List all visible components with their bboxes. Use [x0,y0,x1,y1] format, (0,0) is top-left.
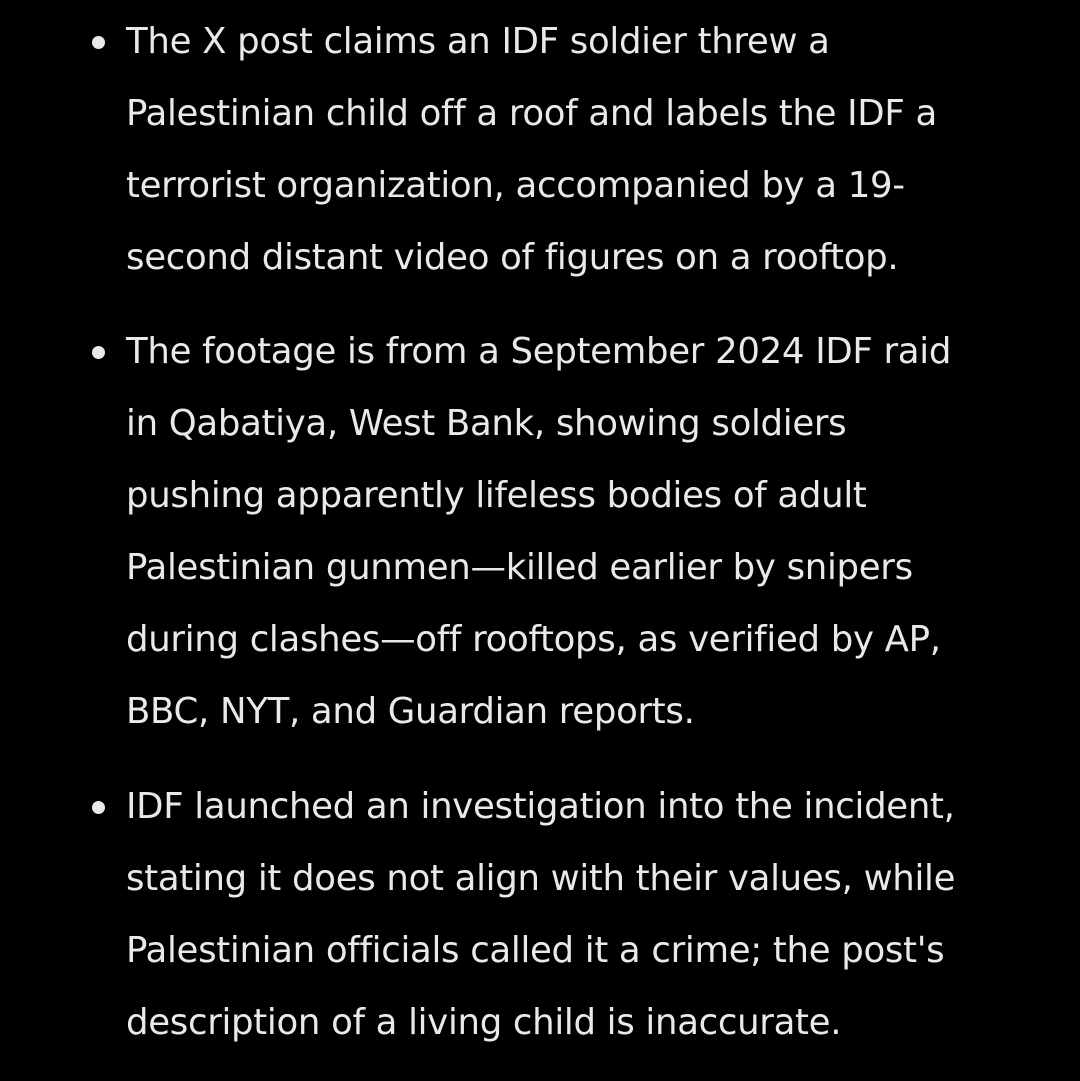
text-line: terrorist organization, accompanied by a 19- [126,165,905,206]
bullet-dot-icon [92,346,105,359]
text-line: The X post claims an IDF soldier threw a [126,21,830,62]
bullet-dot-icon [92,36,105,49]
text-line: pushing apparently lifeless bodies of adult [126,475,867,516]
bullet-dot-icon [92,801,105,814]
text-line: IDF launched an investigation into the incident, [126,786,955,827]
text-line: during clashes—off rooftops, as verified by AP, [126,619,941,660]
text-line: The footage is from a September 2024 IDF raid [126,331,952,372]
text-line: in Qabatiya, West Bank, showing soldiers [126,403,847,444]
text-line: second distant video of figures on a rooftop. [126,237,899,278]
text-line: Palestinian gunmen—killed earlier by snipers [126,547,913,588]
text-line: stating it does not align with their values, while [126,858,956,899]
text-line: description of a living child is inaccurate. [126,1002,842,1043]
text-line: Palestinian child off a roof and labels the IDF a [126,93,937,134]
list-item [126,771,1046,1059]
text-line: BBC, NYT, and Guardian reports. [126,691,695,732]
list-item [126,6,1046,294]
list-item [126,316,1046,748]
text-line: Palestinian officials called it a crime; the post's [126,930,945,971]
